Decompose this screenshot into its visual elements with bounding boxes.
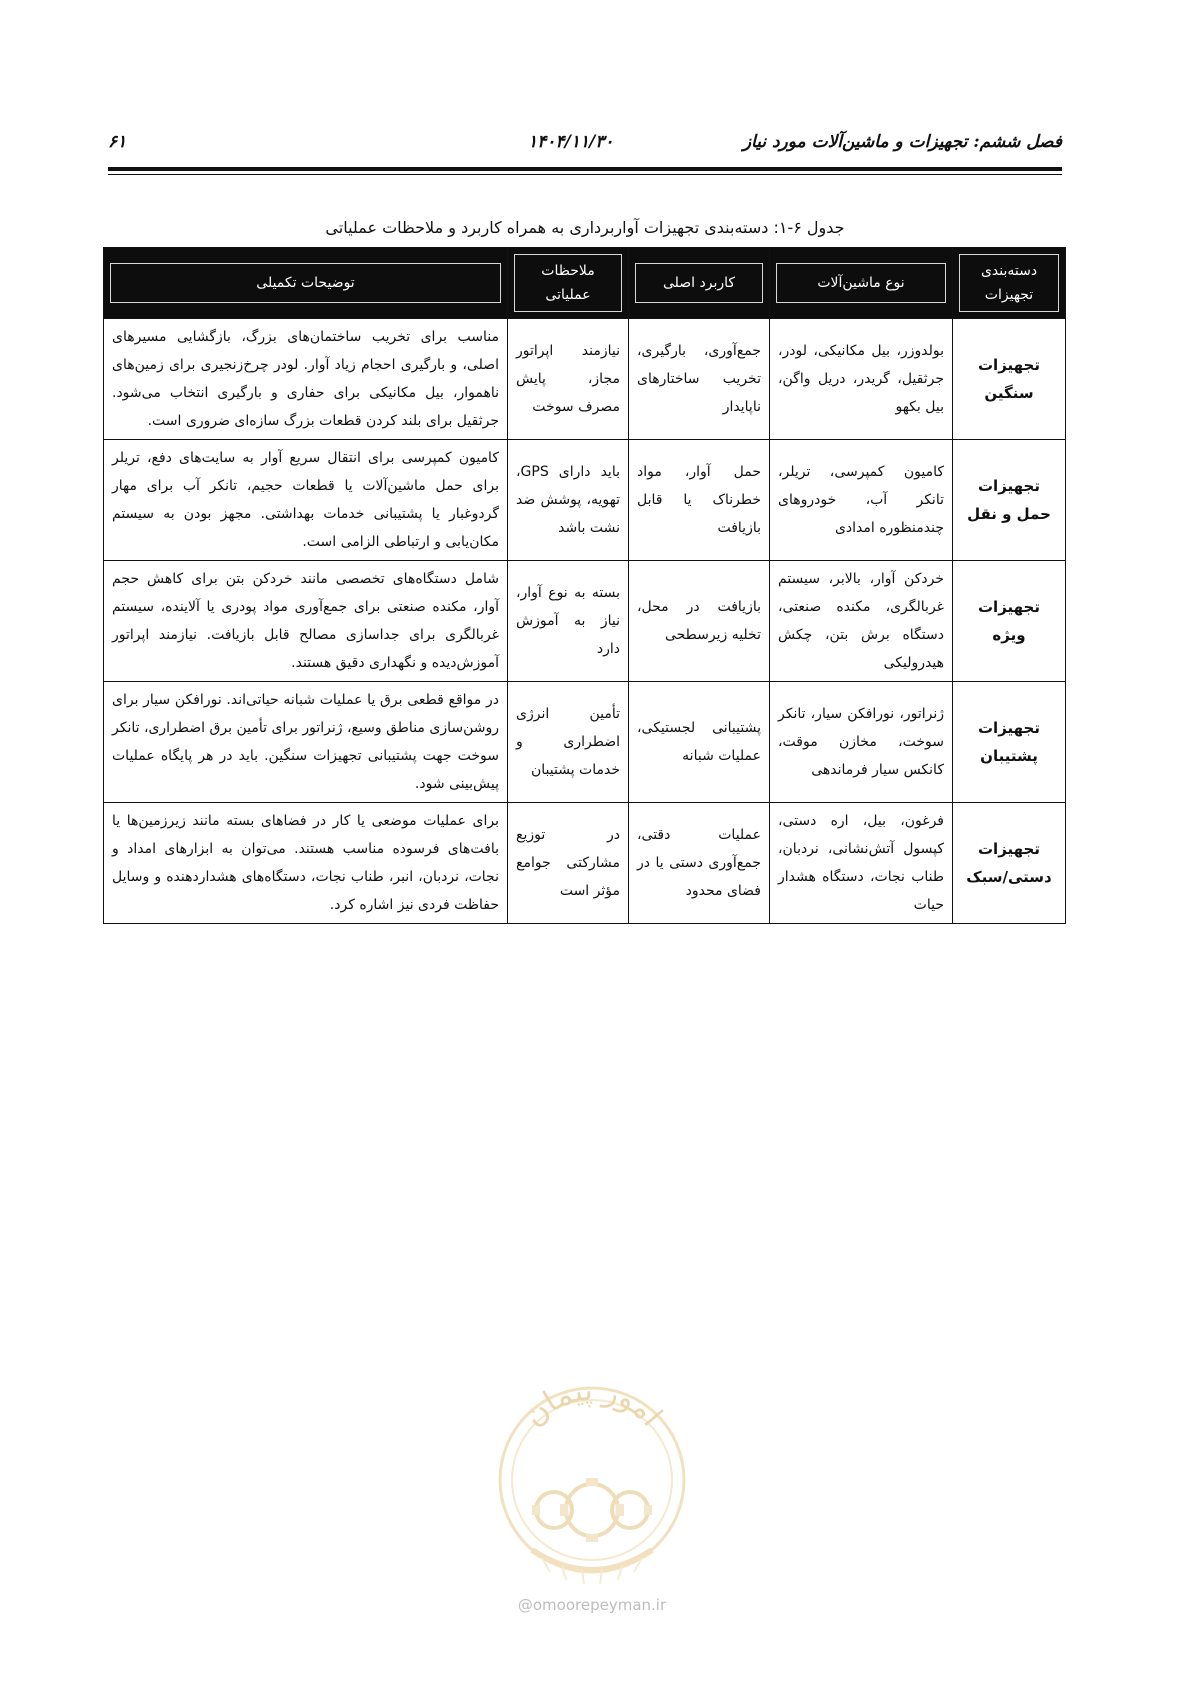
watermark-logo-script: امور پیمان	[516, 1372, 669, 1434]
row-extra-description: برای عملیات موضعی یا کار در فضاهای بسته مانند زیرزمین‌ها یا بافت‌های فرسوده مناسب هستند. می‌توان به ابزارهای امداد و نجات، نردبان، انبر، طناب نجات، دستگاه‌های هشداردهنده و وسایل حفاظت فردی نیز اشاره کرد.	[104, 803, 508, 924]
equipment-table	[103, 247, 1066, 924]
row-extra-description: در مواقع قطعی برق یا عملیات شبانه حیاتی‌اند. نورافکن سیار برای روشن‌سازی مناطق وسیع، ژنراتور برای تأمین برق اضطراری، تانکر سوخت جهت پشتیبانی تجهیزات سنگین. باید در هر پایگاه عملیات پیش‌بینی شود.	[104, 682, 508, 803]
row-extra-description: شامل دستگاه‌های تخصصی مانند خردکن بتن برای کاهش حجم آوار، مکنده صنعتی برای جمع‌آوری مواد پودری یا آلاینده، سیستم غربالگری برای جداسازی مصالح قابل بازیافت. نیازمند اپراتور آموزش‌دیده و نگهداری دقیق هستند.	[104, 561, 508, 682]
row-operational-notes: نیازمند اپراتور مجاز، پایش مصرف سوخت	[508, 319, 629, 440]
row-main-use: بازیافت در محل، تخلیه زیرسطحی	[629, 561, 770, 682]
table-header-row	[104, 248, 1066, 319]
row-machinery-type: ژنراتور، نورافکن سیار، تانکر سوخت، مخازن موقت، کانکس سیار فرماندهی	[770, 682, 953, 803]
row-category: تجهیزات پشتیبان	[953, 682, 1066, 803]
table-row	[104, 803, 1066, 924]
row-operational-notes: تأمین انرژی اضطراری و خدمات پشتیبان	[508, 682, 629, 803]
row-extra-description: کامیون کمپرسی برای انتقال سریع آوار به سایت‌های دفع، تریلر برای حمل ماشین‌آلات یا قطعات حجیم، تانکر آب برای مهار گردوغبار یا پشتیبانی خدمات بهداشتی. مجهز بودن به سیستم مکان‌یابی و ارتباطی الزامی است.	[104, 440, 508, 561]
row-main-use: حمل آوار، مواد خطرناک یا قابل بازیافت	[629, 440, 770, 561]
page-number: ۶۱	[108, 132, 127, 152]
row-main-use: عملیات دقتی، جمع‌آوری دستی یا در فضای محدود	[629, 803, 770, 924]
row-machinery-type: کامیون کمپرسی، تریلر، تانکر آب، خودروهای چندمنظوره امدادی	[770, 440, 953, 561]
watermark-site: @omoorepeyman.ir	[517, 1596, 667, 1614]
row-category: تجهیزات دستی/سبک	[953, 803, 1066, 924]
chapter-title: فصل ششم: تجهیزات و ماشین‌آلات مورد نیاز	[742, 132, 1062, 152]
table-row	[104, 561, 1066, 682]
running-header	[108, 128, 1062, 158]
header-rule-thin	[108, 174, 1062, 175]
header-main-use: کاربرد اصلی	[629, 248, 770, 319]
watermark-logo	[492, 1360, 692, 1600]
row-main-use: پشتیبانی لجستیکی، عملیات شبانه	[629, 682, 770, 803]
row-category: تجهیزات حمل و نقل	[953, 440, 1066, 561]
row-machinery-type: خردکن آوار، بالابر، سیستم غربالگری، مکنده صنعتی، دستگاه برش بتن، چکش هیدرولیکی	[770, 561, 953, 682]
header-date: ۱۴۰۴/۱۱/۳۰	[528, 132, 614, 152]
row-operational-notes: بسته به نوع آوار، نیاز به آموزش دارد	[508, 561, 629, 682]
row-operational-notes: باید دارای GPS، تهویه، پوشش ضد نشت باشد	[508, 440, 629, 561]
row-machinery-type: بولدوزر، بیل مکانیکی، لودر، جرثقیل، گریدر، دریل واگن، بیل بکهو	[770, 319, 953, 440]
row-extra-description: مناسب برای تخریب ساختمان‌های بزرگ، بازگشایی مسیرهای اصلی، و بارگیری احجام زیاد آوار. لودر چرخ‌زنجیری برای زمین‌های ناهموار، بیل مکانیکی برای حفاری و بارگیری انتخاب می‌شود. جرثقیل برای بلند کردن قطعات بزرگ سازه‌ای ضروری است.	[104, 319, 508, 440]
row-category: تجهیزات سنگین	[953, 319, 1066, 440]
row-machinery-type: فرغون، بیل، اره دستی، کپسول آتش‌نشانی، نردبان، طناب نجات، دستگاه هشدار حیات	[770, 803, 953, 924]
header-category: دسته‌بندی تجهیزات	[953, 248, 1066, 319]
row-main-use: جمع‌آوری، بارگیری، تخریب ساختارهای ناپایدار	[629, 319, 770, 440]
table-row	[104, 319, 1066, 440]
row-operational-notes: در توزیع مشارکتی جوامع مؤثر است	[508, 803, 629, 924]
header-rule-thick	[108, 167, 1062, 171]
table-row	[104, 440, 1066, 561]
header-machinery-type: نوع ماشین‌آلات	[770, 248, 953, 319]
table-caption: جدول ۶-۱: دسته‌بندی تجهیزات آواربرداری به همراه کاربرد و ملاحظات عملیاتی	[325, 218, 845, 237]
header-extra-description: توضیحات تکمیلی	[104, 248, 508, 319]
header-operational-notes: ملاحظات عملیاتی	[508, 248, 629, 319]
row-category: تجهیزات ویژه	[953, 561, 1066, 682]
table-row	[104, 682, 1066, 803]
